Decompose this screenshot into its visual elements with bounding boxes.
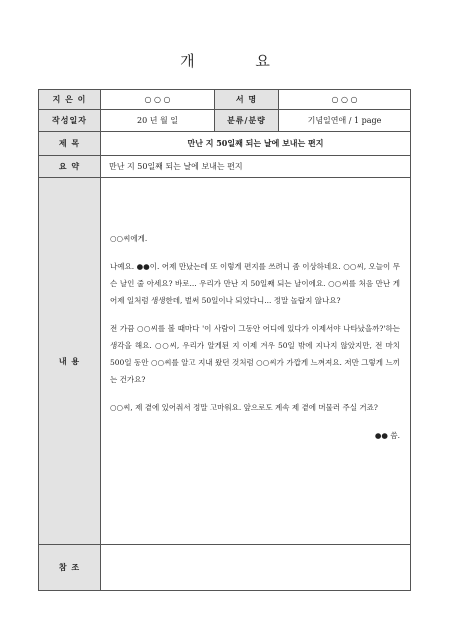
letter-paragraph-1: 나예요. ●●이. 어제 만났는데 또 이렇게 편지를 쓰려니 좀 이상하네요. ○○씨, 오늘이 무슨 날인 줄 아세요? 바로... 우리가 만난 지 50일째 되는 날이에요. ○○씨를 처음 만난 게 어제 일처럼 생생한데, 벌써 50일이나 되었다니... 정말 놀랍지 않나요? <box>110 262 400 305</box>
reference-label: 참 조 <box>39 545 101 591</box>
summary-label: 요 약 <box>39 156 101 178</box>
reference-value <box>101 545 411 591</box>
date-value: 20 년 월 일 <box>101 110 215 132</box>
subject-value: 만난 지 50일째 되는 날에 보내는 편지 <box>101 132 411 156</box>
letter-signature: ●● 씀. <box>374 431 400 440</box>
summary-form <box>38 89 411 591</box>
content-label: 내 용 <box>39 178 101 545</box>
page-title: 개 요 <box>180 52 298 70</box>
author-label: 지 은 이 <box>39 90 101 110</box>
date-label: 작성일자 <box>39 110 101 132</box>
category-value: 기념일연애 / 1 page <box>279 110 411 132</box>
letter-content <box>101 178 411 545</box>
reader-label: 서 명 <box>215 90 279 110</box>
letter-greeting: ○○씨에게. <box>110 234 148 243</box>
summary-value: 만난 지 50일째 되는 날에 보내는 편지 <box>101 156 411 178</box>
category-label: 분류/분량 <box>215 110 279 132</box>
letter-paragraph-2: 전 가끔 ○○씨를 볼 때마다 '이 사람이 그동안 어디에 있다가 이제서야 나타났을까?'하는 생각을 해요. ○○씨, 우리가 알게된 지 이제 겨우 50일 밖에 지나지 않았지만, 전 마치 500일 동안 ○○씨를 알고 지내 왔던 것처럼 ○○씨가 가깝게 느껴져요. 저만 그렇게 느끼는 건가요? <box>110 324 400 384</box>
reader-value: ○ ○ ○ <box>279 90 411 110</box>
subject-label: 제 목 <box>39 132 101 156</box>
author-value: ○ ○ ○ <box>101 90 215 110</box>
letter-paragraph-3: ○○씨, 제 곁에 있어줘서 정말 고마워요. 앞으로도 계속 제 곁에 머물러 주실 거죠? <box>110 403 378 412</box>
